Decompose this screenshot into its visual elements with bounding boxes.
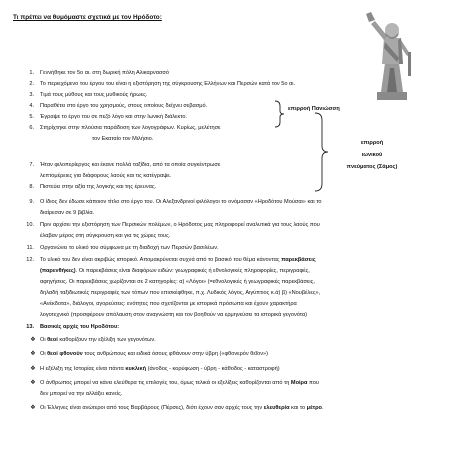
item-number: 13.	[26, 324, 34, 330]
text-span: Η εξέλιξη της Ιστορίας είναι πάντα	[40, 366, 126, 372]
text-span: Οι	[40, 337, 48, 343]
annotation-line: επιρροή	[360, 140, 384, 146]
right-brace-icon	[314, 112, 330, 192]
annotation-line: πνεύματος (Σάμος)	[346, 164, 398, 170]
annotation-persian-influence: επιρροή Πανιώσση	[288, 106, 340, 112]
item-text: Παραθέτει στο έργο του χρησμούς, στους οποίους δείχνει σεβασμό.	[40, 103, 208, 109]
bold-term: θεοί φθονούν	[47, 351, 83, 357]
item-number: 2.	[29, 81, 34, 87]
annotation-line: ιωνικού	[361, 152, 383, 158]
text-span: Οι	[40, 351, 48, 357]
item-text-continued: διαίρεσαν σε 9 βιβλία.	[40, 210, 95, 216]
text-span: και το	[289, 405, 307, 411]
item-number: 8.	[29, 184, 34, 190]
diamond-bullet-icon: ❖	[30, 366, 36, 372]
item-number: 12.	[26, 257, 34, 263]
item-text: Ο ίδιος δεν έδωσε κάποιον τίτλο στο έργο του. Οι Αλεξανδρινοί φιλόλογοι το ονόμασαν «Ηροδότου Μούσαι» και το	[40, 199, 322, 205]
principle-item	[40, 366, 280, 373]
item-text: Στηρίχτηκε στην πλούσια παράδοση των λογογράφων. Κυρίως, μελέτησε	[40, 125, 221, 131]
principle-item	[40, 380, 319, 387]
item-number: 10.	[26, 222, 34, 228]
text-span: Οι Έλληνες είναι ανώτεροι από τους Βαρβάρους (Πέρσες), διότι έχουν σαν αρχές τους την	[40, 405, 264, 411]
text-span: Ο άνθρωπος μπορεί να κάνει ελεύθερα τις επιλογές του, όμως τελικά οι εξελίξεις καθορίζονται από τη	[40, 380, 291, 386]
item-text-continued: λογοτεχνικό (προσφέρουν απόλαυση στον αναγνώστη και τον βοηθούν να ερμηνεύσει τα ιστορικά γεγονότα)	[40, 312, 307, 318]
diamond-bullet-icon: ❖	[30, 351, 36, 357]
item-text-continued: «Ανέκδοτα», διάλογοι, αγορεύσεις: ενότητες που σχετίζονται με ιστορικά πρόσωπα και έχουν χαρακτήρα	[40, 301, 297, 307]
text-span: .	[321, 405, 324, 411]
text-span: τους ανθρώπους και ειδικά όσους φθάνουν στην ύβρη («φθονερόν θεῖον»)	[82, 351, 268, 357]
item-text: Έγραψε το έργο του σε πεζό λόγο και στην Ιωνική διάλεκτο.	[40, 114, 188, 120]
item-number: 9.	[29, 199, 34, 205]
item-text: Ήταν φιλοπερίεργος και έκανε πολλά ταξίδια, από τα οποία συγκέντρωσε	[40, 162, 221, 168]
principle-item	[40, 351, 268, 358]
item-number: 3.	[29, 92, 34, 98]
item-text: Πριν αρχίσει την εξιστόρηση των Περσικών πολέμων, ο Ηρόδοτος μας πληροφορεί αναλυτικά για τους λαούς που	[40, 222, 320, 228]
item-text: Οργανώνει το υλικό του σύμφωνα με τη διαδοχή των Περσών βασιλέων.	[40, 245, 219, 251]
bold-term: (παρενθήκες)	[40, 268, 76, 274]
principle-item	[40, 405, 324, 412]
item-text	[40, 257, 316, 264]
bold-term: Μοίρα	[290, 380, 308, 386]
text-span: καθορίζουν την εξέλιξη των γεγονότων.	[57, 337, 156, 343]
item-number: 5.	[29, 114, 34, 120]
item-text: Πιστεύει στην αξία της λογικής και της έρευνας.	[40, 184, 157, 190]
herodotus-statue-image	[357, 8, 427, 103]
item-number: 1.	[29, 70, 34, 76]
item-number: 6.	[29, 125, 34, 131]
bold-term: παρεκβάσεις	[281, 257, 316, 263]
text-span: Το υλικό του δεν είναι ακριβώς ιστορικό. Απομακρύνεται συχνά από το βασικό του θέμα κάνοντας	[40, 257, 282, 263]
item-text-continued	[40, 268, 310, 275]
item-number: 11.	[26, 245, 34, 251]
right-brace-icon	[274, 100, 286, 128]
principle-item-continued: δεν μπορεί να την αλλάξει κανείς.	[40, 391, 123, 397]
bold-term: μέτρο	[306, 405, 322, 411]
item-number: 4.	[29, 103, 34, 109]
text-span: . Οι παρεκβάσεις είναι διαφόρων ειδών: γεωγραφικές ή εθνολογικές πληροφορίες, περιγραφές,	[75, 268, 310, 274]
text-span: (άνοδος - κορύφωση - ύβρη - κάθοδος - καταστροφή)	[146, 366, 280, 372]
diamond-bullet-icon: ❖	[30, 337, 36, 343]
item-text-continued: τον Εκαταίο τον Μιλήσιο.	[92, 136, 154, 142]
text-span: που	[307, 380, 319, 386]
item-text-continued: έλαβαν μέρος στη σύγκρουση και για τις χώρες τους.	[40, 233, 171, 239]
item-text: Τιμά τους μύθους και τους μυθικούς ήρωες.	[40, 92, 148, 98]
item-number: 7.	[29, 162, 34, 168]
bold-term: θεοί	[47, 337, 58, 343]
diamond-bullet-icon: ❖	[30, 380, 36, 386]
diamond-bullet-icon: ❖	[30, 405, 36, 411]
page-title: Τι πρέπει να θυμόμαστε σχετικά με τον Ηρόδοτο:	[13, 14, 162, 21]
principle-item	[40, 337, 156, 344]
item-text: Το περιεχόμενο του έργου του είναι η εξιστόρηση της σύγκρουσης Ελλήνων και Περσών κατά τον 5ο αι.	[40, 81, 296, 87]
item-text-continued: αφηγήσεις. Οι παρεκβάσεις χωρίζονται σε 2 κατηγορίες: α) «Λόγοι» (=εθνολογικές ή γεωγραφικές παρεκβάσεις,	[40, 279, 315, 285]
item-text-continued: δηλαδή ταξιδιωτικές περιγραφές των τόπων που επισκέφθηκε, π.χ. Λυδικός λόγος, Αιγύπτιος κ.ά) β) «Νουβέλες»,	[40, 290, 321, 296]
item-text: Γεννήθηκε τον 5ο αι. στη δωρική πόλη Αλικαρνασσό	[40, 70, 169, 76]
bold-term: κυκλική	[125, 366, 147, 372]
item-text-continued: λεπτομέρειες για διάφορους λαούς και τις κατέγραψε.	[40, 173, 172, 179]
bold-term: ελευθερία	[263, 405, 290, 411]
principles-heading: Βασικές αρχές του Ηροδότου:	[40, 324, 120, 330]
